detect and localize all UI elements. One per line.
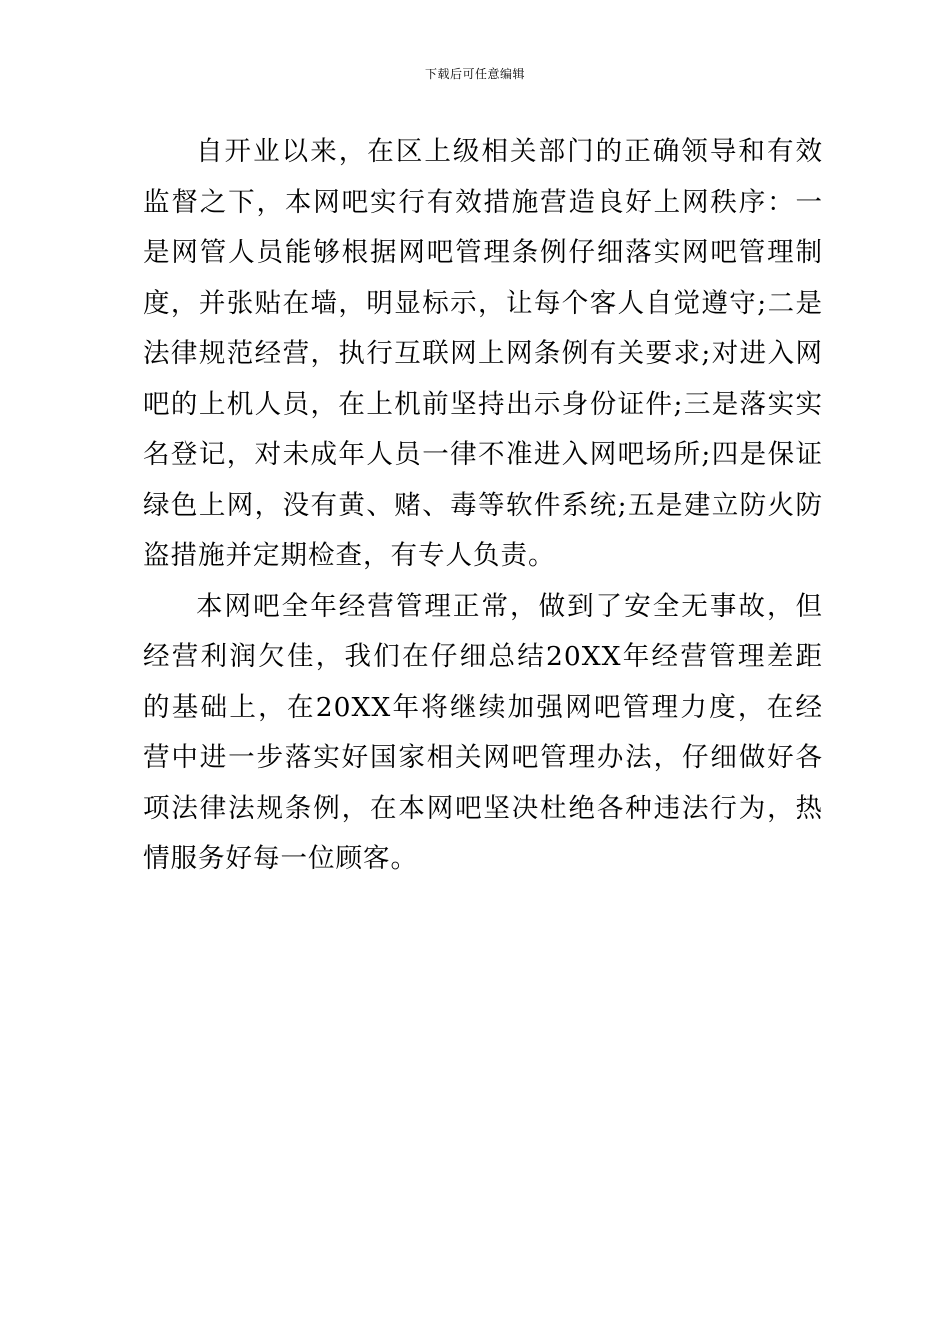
paragraph-2: 本网吧全年经营管理正常，做到了安全无事故，但经营利润欠佳，我们在仔细总结20XX年经营管理差距的基础上，在20XX年将继续加强网吧管理力度，在经营中进一步落实好国家相关网吧管理办法，仔细做好各项法律法规条例，在本网吧坚决杜绝各种违法行为，热情服务好每一位顾客。 — [143, 590, 823, 874]
paragraph-1: 自开业以来，在区上级相关部门的正确领导和有效监督之下，本网吧实行有效措施营造良好上网秩序：一是网管人员能够根据网吧管理条例仔细落实网吧管理制度，并张贴在墙，明显标示，让每个客人自觉遵守;二是法律规范经营，执行互联网上网条例有关要求;对进入网吧的上机人员，在上机前坚持出示身份证件;三是落实实名登记，对未成年人员一律不准进入网吧场所;四是保证绿色上网，没有黄、赌、毒等软件系统;五是建立防火防盗措施并定期检查，有专人负责。 — [143, 136, 823, 571]
header-note: 下载后可任意编辑 — [424, 67, 525, 81]
document-body — [143, 127, 823, 885]
